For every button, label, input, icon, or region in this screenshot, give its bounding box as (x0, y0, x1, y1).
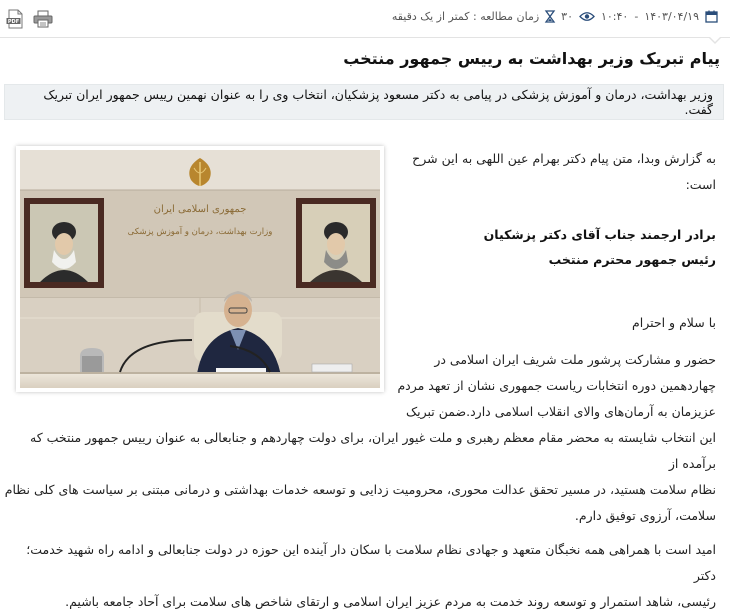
body-line-2: چهاردهمین دوره انتخابات ریاست جمهوری نشان از تعهد مردم (397, 378, 716, 393)
publish-time: ۱۰:۴۰ (600, 10, 629, 23)
greeting: با سلام و احترام (632, 315, 716, 330)
article-lead (4, 84, 724, 120)
printer-icon (33, 10, 53, 28)
reading-time: زمان مطالعه : کمتر از یک دقیقه (391, 10, 540, 23)
eye-icon (579, 11, 595, 22)
intro-line-2: است: (685, 177, 716, 192)
body-line-6: سلامت، آرزوی توفیق دارم. (574, 508, 716, 523)
print-button[interactable] (32, 8, 54, 30)
view-count: ۳۰ (561, 10, 573, 23)
publish-date: ۱۴۰۳/۰۴/۱۹ (644, 10, 699, 23)
article-image (16, 146, 384, 392)
toolbar-notch (708, 37, 722, 44)
closing-line-1: امید است با همراهی همه نخبگان متعهد و جهادی نظام سلامت با سکان دار آینده این حوزه در دولت جنابعالی و ادامه راه شهید خدمت؛ دکتر (26, 542, 716, 583)
body-line-4: این انتخاب شایسته به محضر مقام معظم رهبری و ملت غیور ایران، برای دولت چهاردهم و جنابعالی به عنوان رییس جمهور منتخب که برآمده از (30, 430, 716, 471)
sign-line-2: وزارت بهداشت، درمان و آموزش پزشکی (127, 227, 273, 237)
calendar-icon (705, 10, 718, 23)
pdf-button[interactable] (4, 8, 26, 30)
hourglass-icon (545, 10, 555, 23)
body-line-3: عزیزمان به آرمان‌های والای انقلاب اسلامی دارد.ضمن تبریک (405, 404, 716, 419)
pdf-icon-label: PDF (7, 19, 20, 25)
body-line-5: نظام سلامت هستید، در مسیر تحقق عدالت محوری، محرومیت زدایی و توسعه خدمات بهداشتی و درمانی مبتنی بر سیاست های کلی نظام (4, 482, 716, 497)
salutation-1: برادر ارجمند جناب آقای دکتر پزشکیان (483, 227, 716, 242)
portrait-right (296, 198, 376, 288)
intro-line-1: به گزارش وبدا، متن پیام دکتر بهرام عین اللهی به این شرح (412, 151, 716, 166)
article-toolbar (0, 0, 730, 38)
body-paragraph-b (4, 425, 716, 529)
article-title: پیام تبریک وزیر بهداشت به رییس جمهور منتخب (343, 49, 720, 68)
salutation-2: رئیس جمهور محترم منتخب (548, 252, 716, 267)
sign-line-1: جمهوری اسلامی ایران (153, 204, 247, 215)
portrait-left (24, 198, 104, 288)
closing-paragraph (4, 537, 716, 615)
body-line-1: حضور و مشارکت پرشور ملت شریف ایران اسلامی در (434, 352, 716, 367)
minister-desk-photo (20, 150, 380, 388)
body-paragraph-a (397, 347, 716, 425)
lead-text: وزیر بهداشت، درمان و آموزش پزشکی در پیامی به دکتر مسعود پزشکیان، انتخاب وی را به عنوان نهمین رییس جمهور ایران تبریک گفت. (43, 87, 713, 117)
article-meta: ۱۴۰۳/۰۴/۱۹ - ۱۰:۴۰ ۳۰ زمان مطالعه : کمتر از یک دقیقه (392, 10, 718, 23)
intro-paragraph (412, 146, 716, 198)
closing-line-2: رئیسی، شاهد استمرار و توسعه روند خدمت به مردم عزیز ایران اسلامی و ارتقای شاخص های سلامت برای آحاد جامعه باشیم. (65, 594, 716, 609)
